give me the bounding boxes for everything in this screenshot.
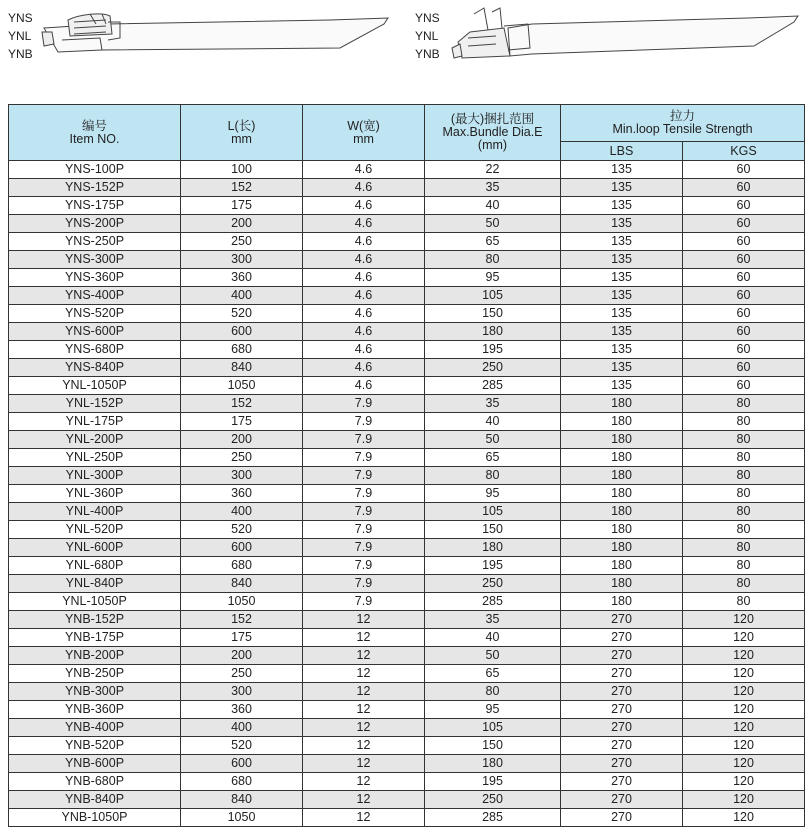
bundle-dia-cell: 95 [425, 269, 561, 287]
table-row [9, 233, 805, 251]
table-row [9, 377, 805, 395]
table-row [9, 719, 805, 737]
length-cell: 152 [181, 611, 303, 629]
kgs-cell: 120 [683, 809, 805, 827]
kgs-cell: 120 [683, 611, 805, 629]
item-no-cell: YNS-520P [9, 305, 181, 323]
width-cell: 7.9 [303, 485, 425, 503]
bundle-dia-cell: 80 [425, 683, 561, 701]
length-cell: 1050 [181, 377, 303, 395]
item-no-cell: YNS-840P [9, 359, 181, 377]
kgs-cell: 120 [683, 737, 805, 755]
bundle-dia-cell: 105 [425, 719, 561, 737]
item-no-cell: YNS-400P [9, 287, 181, 305]
lbs-cell: 180 [561, 593, 683, 611]
kgs-cell: 60 [683, 197, 805, 215]
variant-label-ynb: YNB [415, 47, 440, 61]
table-row [9, 629, 805, 647]
length-cell: 300 [181, 467, 303, 485]
table-row [9, 701, 805, 719]
width-cell: 4.6 [303, 359, 425, 377]
bundle-dia-cell: 95 [425, 485, 561, 503]
bundle-dia-cell: 285 [425, 809, 561, 827]
table-row [9, 647, 805, 665]
bundle-dia-cell: 65 [425, 665, 561, 683]
table-row [9, 485, 805, 503]
width-cell: 7.9 [303, 449, 425, 467]
bundle-dia-cell: 180 [425, 755, 561, 773]
bundle-dia-cell: 40 [425, 413, 561, 431]
width-cell: 7.9 [303, 503, 425, 521]
length-cell: 1050 [181, 593, 303, 611]
kgs-cell: 80 [683, 593, 805, 611]
kgs-cell: 120 [683, 755, 805, 773]
width-cell: 12 [303, 773, 425, 791]
width-cell: 7.9 [303, 431, 425, 449]
table-row [9, 269, 805, 287]
cable-tie-side-view-illustration [40, 10, 392, 54]
length-cell: 152 [181, 395, 303, 413]
kgs-cell: 60 [683, 287, 805, 305]
kgs-cell: 120 [683, 665, 805, 683]
bundle-dia-cell: 195 [425, 341, 561, 359]
width-cell: 12 [303, 611, 425, 629]
lbs-cell: 270 [561, 773, 683, 791]
kgs-cell: 60 [683, 341, 805, 359]
width-cell: 7.9 [303, 593, 425, 611]
length-cell: 400 [181, 719, 303, 737]
bundle-dia-cell: 180 [425, 323, 561, 341]
kgs-cell: 120 [683, 719, 805, 737]
lbs-cell: 135 [561, 305, 683, 323]
lbs-cell: 270 [561, 611, 683, 629]
width-cell: 12 [303, 755, 425, 773]
item-no-cell: YNS-250P [9, 233, 181, 251]
lbs-cell: 180 [561, 575, 683, 593]
table-row [9, 575, 805, 593]
kgs-cell: 60 [683, 323, 805, 341]
item-no-cell: YNB-250P [9, 665, 181, 683]
width-cell: 4.6 [303, 341, 425, 359]
item-no-cell: YNL-152P [9, 395, 181, 413]
kgs-cell: 80 [683, 575, 805, 593]
bundle-dia-cell: 195 [425, 773, 561, 791]
kgs-cell: 60 [683, 179, 805, 197]
length-cell: 250 [181, 233, 303, 251]
item-no-cell: YNB-400P [9, 719, 181, 737]
width-cell: 7.9 [303, 521, 425, 539]
kgs-cell: 120 [683, 773, 805, 791]
kgs-cell: 80 [683, 485, 805, 503]
table-row [9, 737, 805, 755]
width-cell: 12 [303, 791, 425, 809]
variant-label-yns: YNS [415, 11, 440, 25]
length-cell: 250 [181, 449, 303, 467]
item-no-cell: YNL-360P [9, 485, 181, 503]
lbs-cell: 135 [561, 197, 683, 215]
lbs-cell: 135 [561, 377, 683, 395]
item-no-cell: YNS-100P [9, 161, 181, 179]
item-no-cell: YNB-1050P [9, 809, 181, 827]
table-row [9, 359, 805, 377]
lbs-cell: 270 [561, 665, 683, 683]
item-no-cell: YNS-152P [9, 179, 181, 197]
width-cell: 7.9 [303, 539, 425, 557]
bundle-dia-cell: 40 [425, 629, 561, 647]
length-cell: 200 [181, 431, 303, 449]
length-cell: 152 [181, 179, 303, 197]
item-no-cell: YNL-1050P [9, 377, 181, 395]
length-cell: 680 [181, 557, 303, 575]
lbs-cell: 135 [561, 359, 683, 377]
width-cell: 4.6 [303, 269, 425, 287]
lbs-cell: 270 [561, 683, 683, 701]
width-cell: 4.6 [303, 287, 425, 305]
length-cell: 600 [181, 323, 303, 341]
item-no-cell: YNL-600P [9, 539, 181, 557]
length-cell: 175 [181, 197, 303, 215]
table-row [9, 449, 805, 467]
lbs-cell: 135 [561, 341, 683, 359]
item-no-cell: YNB-300P [9, 683, 181, 701]
table-row [9, 251, 805, 269]
length-cell: 360 [181, 485, 303, 503]
header-kgs: KGS [683, 142, 805, 161]
variant-labels-right [415, 9, 440, 63]
lbs-cell: 180 [561, 467, 683, 485]
bundle-dia-cell: 50 [425, 431, 561, 449]
item-no-cell: YNS-175P [9, 197, 181, 215]
variant-labels-left [8, 9, 33, 63]
item-no-cell: YNB-840P [9, 791, 181, 809]
bundle-dia-cell: 65 [425, 449, 561, 467]
bundle-dia-cell: 195 [425, 557, 561, 575]
length-cell: 200 [181, 215, 303, 233]
width-cell: 4.6 [303, 233, 425, 251]
length-cell: 840 [181, 575, 303, 593]
length-cell: 520 [181, 305, 303, 323]
kgs-cell: 80 [683, 467, 805, 485]
lbs-cell: 270 [561, 737, 683, 755]
item-no-cell: YNS-200P [9, 215, 181, 233]
kgs-cell: 60 [683, 251, 805, 269]
kgs-cell: 80 [683, 503, 805, 521]
item-no-cell: YNL-400P [9, 503, 181, 521]
table-row [9, 791, 805, 809]
lbs-cell: 270 [561, 809, 683, 827]
variant-label-ynl: YNL [8, 29, 32, 43]
length-cell: 680 [181, 773, 303, 791]
width-cell: 4.6 [303, 215, 425, 233]
lbs-cell: 180 [561, 413, 683, 431]
kgs-cell: 80 [683, 539, 805, 557]
width-cell: 12 [303, 809, 425, 827]
kgs-cell: 80 [683, 431, 805, 449]
table-row [9, 323, 805, 341]
lbs-cell: 135 [561, 215, 683, 233]
width-cell: 4.6 [303, 179, 425, 197]
width-cell: 7.9 [303, 467, 425, 485]
width-cell: 4.6 [303, 323, 425, 341]
item-no-cell: YNL-250P [9, 449, 181, 467]
width-cell: 7.9 [303, 575, 425, 593]
bundle-dia-cell: 40 [425, 197, 561, 215]
length-cell: 600 [181, 755, 303, 773]
bundle-dia-cell: 150 [425, 305, 561, 323]
item-no-cell: YNL-300P [9, 467, 181, 485]
table-row [9, 431, 805, 449]
lbs-cell: 270 [561, 647, 683, 665]
length-cell: 400 [181, 503, 303, 521]
bundle-dia-cell: 65 [425, 233, 561, 251]
length-cell: 360 [181, 269, 303, 287]
header-length: L(长) mm [181, 105, 303, 161]
bundle-dia-cell: 105 [425, 503, 561, 521]
length-cell: 1050 [181, 809, 303, 827]
table-body [9, 161, 805, 827]
length-cell: 300 [181, 251, 303, 269]
kgs-cell: 60 [683, 161, 805, 179]
table-row [9, 557, 805, 575]
lbs-cell: 270 [561, 701, 683, 719]
kgs-cell: 80 [683, 413, 805, 431]
width-cell: 4.6 [303, 305, 425, 323]
lbs-cell: 270 [561, 755, 683, 773]
width-cell: 12 [303, 647, 425, 665]
item-no-cell: YNB-680P [9, 773, 181, 791]
item-no-cell: YNL-520P [9, 521, 181, 539]
item-no-cell: YNS-680P [9, 341, 181, 359]
lbs-cell: 135 [561, 161, 683, 179]
width-cell: 12 [303, 737, 425, 755]
lbs-cell: 135 [561, 251, 683, 269]
lbs-cell: 135 [561, 323, 683, 341]
length-cell: 300 [181, 683, 303, 701]
length-cell: 200 [181, 647, 303, 665]
table-row [9, 215, 805, 233]
table-row [9, 665, 805, 683]
width-cell: 12 [303, 701, 425, 719]
kgs-cell: 80 [683, 521, 805, 539]
width-cell: 4.6 [303, 251, 425, 269]
kgs-cell: 120 [683, 647, 805, 665]
table-row [9, 197, 805, 215]
lbs-cell: 180 [561, 539, 683, 557]
lbs-cell: 135 [561, 287, 683, 305]
kgs-cell: 60 [683, 215, 805, 233]
width-cell: 4.6 [303, 197, 425, 215]
variant-label-yns: YNS [8, 11, 33, 25]
table-row [9, 611, 805, 629]
bundle-dia-cell: 250 [425, 791, 561, 809]
length-cell: 840 [181, 359, 303, 377]
cable-tie-spec-table [8, 104, 805, 827]
bundle-dia-cell: 95 [425, 701, 561, 719]
kgs-cell: 80 [683, 557, 805, 575]
bundle-dia-cell: 22 [425, 161, 561, 179]
length-cell: 100 [181, 161, 303, 179]
kgs-cell: 80 [683, 395, 805, 413]
kgs-cell: 60 [683, 269, 805, 287]
table-row [9, 593, 805, 611]
item-no-cell: YNL-680P [9, 557, 181, 575]
table-row [9, 305, 805, 323]
lbs-cell: 270 [561, 629, 683, 647]
width-cell: 12 [303, 683, 425, 701]
lbs-cell: 180 [561, 431, 683, 449]
lbs-cell: 270 [561, 791, 683, 809]
length-cell: 520 [181, 521, 303, 539]
item-no-cell: YNB-175P [9, 629, 181, 647]
table-row [9, 521, 805, 539]
kgs-cell: 60 [683, 359, 805, 377]
table-row [9, 539, 805, 557]
length-cell: 520 [181, 737, 303, 755]
header-bundle-diameter: (最大)捆扎范围 Max.Bundle Dia.E (mm) [425, 105, 561, 161]
lbs-cell: 180 [561, 395, 683, 413]
length-cell: 840 [181, 791, 303, 809]
lbs-cell: 180 [561, 503, 683, 521]
item-no-cell: YNB-152P [9, 611, 181, 629]
kgs-cell: 60 [683, 305, 805, 323]
item-no-cell: YNB-360P [9, 701, 181, 719]
variant-label-ynb: YNB [8, 47, 33, 61]
lbs-cell: 135 [561, 179, 683, 197]
bundle-dia-cell: 35 [425, 611, 561, 629]
item-no-cell: YNS-300P [9, 251, 181, 269]
bundle-dia-cell: 150 [425, 737, 561, 755]
bundle-dia-cell: 150 [425, 521, 561, 539]
length-cell: 175 [181, 413, 303, 431]
length-cell: 600 [181, 539, 303, 557]
width-cell: 7.9 [303, 413, 425, 431]
lbs-cell: 270 [561, 719, 683, 737]
lbs-cell: 180 [561, 521, 683, 539]
item-no-cell: YNB-520P [9, 737, 181, 755]
item-no-cell: YNB-200P [9, 647, 181, 665]
kgs-cell: 120 [683, 701, 805, 719]
bundle-dia-cell: 35 [425, 179, 561, 197]
width-cell: 12 [303, 665, 425, 683]
kgs-cell: 120 [683, 791, 805, 809]
bundle-dia-cell: 50 [425, 215, 561, 233]
header-tensile-strength: 拉力 Min.loop Tensile Strength [561, 105, 805, 142]
length-cell: 400 [181, 287, 303, 305]
table-row [9, 395, 805, 413]
table-row [9, 809, 805, 827]
bundle-dia-cell: 250 [425, 575, 561, 593]
length-cell: 360 [181, 701, 303, 719]
kgs-cell: 120 [683, 683, 805, 701]
item-no-cell: YNB-600P [9, 755, 181, 773]
bundle-dia-cell: 80 [425, 251, 561, 269]
kgs-cell: 60 [683, 233, 805, 251]
bundle-dia-cell: 180 [425, 539, 561, 557]
table-header [9, 105, 805, 161]
table-row [9, 341, 805, 359]
width-cell: 4.6 [303, 161, 425, 179]
length-cell: 250 [181, 665, 303, 683]
table-row [9, 161, 805, 179]
kgs-cell: 60 [683, 377, 805, 395]
length-cell: 680 [181, 341, 303, 359]
header-item-no: 编号 Item NO. [9, 105, 181, 161]
bundle-dia-cell: 35 [425, 395, 561, 413]
width-cell: 4.6 [303, 377, 425, 395]
item-no-cell: YNS-600P [9, 323, 181, 341]
bundle-dia-cell: 50 [425, 647, 561, 665]
width-cell: 12 [303, 629, 425, 647]
table-row [9, 755, 805, 773]
item-no-cell: YNL-200P [9, 431, 181, 449]
table-row [9, 179, 805, 197]
lbs-cell: 135 [561, 233, 683, 251]
width-cell: 7.9 [303, 557, 425, 575]
length-cell: 175 [181, 629, 303, 647]
table-row [9, 413, 805, 431]
header-width: W(宽) mm [303, 105, 425, 161]
bundle-dia-cell: 285 [425, 377, 561, 395]
kgs-cell: 80 [683, 449, 805, 467]
table-row [9, 773, 805, 791]
header-lbs: LBS [561, 142, 683, 161]
bundle-dia-cell: 105 [425, 287, 561, 305]
table-row [9, 287, 805, 305]
lbs-cell: 180 [561, 485, 683, 503]
table-row [9, 503, 805, 521]
item-no-cell: YNL-175P [9, 413, 181, 431]
lbs-cell: 180 [561, 557, 683, 575]
kgs-cell: 120 [683, 629, 805, 647]
table-row [9, 683, 805, 701]
width-cell: 12 [303, 719, 425, 737]
bundle-dia-cell: 80 [425, 467, 561, 485]
lbs-cell: 180 [561, 449, 683, 467]
item-no-cell: YNS-360P [9, 269, 181, 287]
bundle-dia-cell: 250 [425, 359, 561, 377]
cable-tie-perspective-illustration [448, 4, 800, 60]
lbs-cell: 135 [561, 269, 683, 287]
item-no-cell: YNL-1050P [9, 593, 181, 611]
width-cell: 7.9 [303, 395, 425, 413]
variant-label-ynl: YNL [415, 29, 439, 43]
table-row [9, 467, 805, 485]
bundle-dia-cell: 285 [425, 593, 561, 611]
item-no-cell: YNL-840P [9, 575, 181, 593]
